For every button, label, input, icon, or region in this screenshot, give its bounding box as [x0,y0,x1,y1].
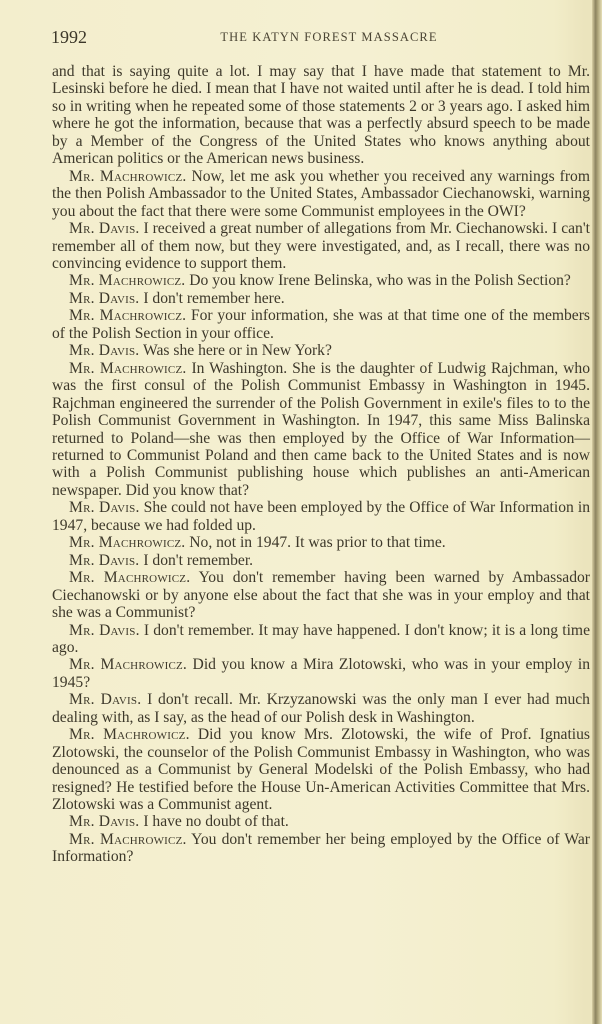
testimony-paragraph [52,272,590,289]
speaker-name: Mr. Machrowicz. [69,307,187,325]
paragraph-text: I don't remember. It may have happened. I don't know; it is a long time ago. [52,621,590,656]
speaker-name: Mr. Davis. [69,220,140,238]
paragraph-text: She could not have been employed by the Office of War Information in 1947, because we had folded up. [52,499,590,534]
testimony-paragraph [52,691,590,726]
testimony-paragraph [52,813,590,830]
speaker-name: Mr. Davis. [69,342,140,360]
paragraph-text: I don't recall. Mr. Krzyzanowski was the only man I ever had much dealing with, as I say, as the head of our Polish desk in Washington. [52,691,590,726]
paragraph-text: Now, let me ask you whether you received any warnings from the then Polish Ambassador to the United States, Ambassador Ciechanowski, warning you about the fact that there were some Communist employees in the OWI? [52,167,590,220]
page-header [51,27,587,49]
paragraph-continuation [52,63,590,168]
paragraph-text: and that is saying quite a lot. I may say that I have made that statement to Mr. Lesinski before he died. I mean that I have not waited until after he is dead. I told him so in writing when he repeated some of those statements 2 or 3 years ago. I asked him where he got the information, because that was a perfectly absurd speech to be made by a Member of the Congress of the United States who knows anything about American politics or the American news business. [52,63,590,168]
testimony-paragraph [52,290,590,307]
page-binding-edge [592,0,602,1024]
speaker-name: Mr. Davis. [69,551,140,569]
testimony-paragraph [52,168,590,220]
testimony-paragraph [52,552,590,569]
speaker-name: Mr. Machrowicz. [69,167,187,185]
paragraph-text: No, not in 1947. It was prior to that time. [185,534,446,552]
testimony-paragraph [52,726,590,813]
paragraph-text: You don't remember her being employed by the Office of War Information? [52,830,591,866]
testimony-paragraph [52,622,590,657]
page-number: 1992 [51,27,87,47]
speaker-name: Mr. Davis. [69,499,140,517]
paragraph-text: Do you know Irene Belinska, who was in the Polish Section? [185,272,571,290]
speaker-name: Mr. Davis. [69,621,140,639]
speaker-name: Mr. Machrowicz. [69,534,186,552]
testimony-paragraph [52,831,590,866]
testimony-paragraph [52,342,590,359]
speaker-name: Mr. Machrowicz. [69,830,187,848]
running-title: THE KATYN FOREST MASSACRE [220,30,438,44]
testimony-paragraph [52,499,590,534]
paragraph-text: I don't remember. [139,551,254,569]
speaker-name: Mr. Machrowicz. [69,272,186,290]
speaker-name: Mr. Machrowicz. [69,656,188,674]
testimony-paragraph [52,569,590,621]
speaker-name: Mr. Davis. [69,691,142,709]
testimony-paragraph [52,307,590,342]
speaker-name: Mr. Machrowicz. [69,359,187,377]
paragraph-text: In Washington. She is the daughter of Ludwig Rajchman, who was the first consul of the Polish Communist Embassy in Washington in 1945. Rajchman engineered the surrender of the Polish Government in exile's files to to the Polish Communist Government in Washington. In 1947, this same Miss Balinska returned to Poland—she was then employed by the Office of War Information—returned to Communist Poland and then came back to the United States and is now with a Polish Communist publishing house which publishes an anti-American newspaper. Did you know that? [52,359,590,499]
testimony-paragraph [52,656,590,691]
testimony-paragraph [52,220,590,272]
paragraph-text: I don't remember here. [139,289,285,307]
speaker-name: Mr. Machrowicz. [69,569,191,587]
testimony-paragraph [52,360,590,500]
transcript-body [52,63,590,866]
speaker-name: Mr. Machrowicz. [69,726,190,744]
paragraph-text: For your information, she was at that time one of the members of the Polish Section in your office. [52,307,590,342]
paragraph-text: I have no doubt of that. [139,813,289,831]
paragraph-text: Did you know Mrs. Zlotowski, the wife of Prof. Ignatius Zlotowski, the counselor of the Polish Communist Embassy in Washington, who was denounced as a Communist by General Modelski of the Polish Embassy, who had resigned? He testified before the House Un-American Activities Committee that Mrs. Zlotowski was a Communist agent. [52,726,590,814]
paragraph-text: Did you know a Mira Zlotowski, who was in your employ in 1945? [52,656,590,691]
speaker-name: Mr. Davis. [69,289,140,307]
paragraph-text: Was she here or in New York? [139,342,332,360]
paragraph-text: I received a great number of allegations from Mr. Ciechanowski. I can't remember all of them now, but they were investigated, and, as I recall, there was no convincing evidence to support them. [52,220,590,272]
speaker-name: Mr. Davis. [69,813,140,831]
paragraph-text: You don't remember having been warned by Ambassador Ciechanowski or by anyone else about the fact that she was in your employ and that she was a Communist? [52,569,590,622]
testimony-paragraph [52,534,590,551]
